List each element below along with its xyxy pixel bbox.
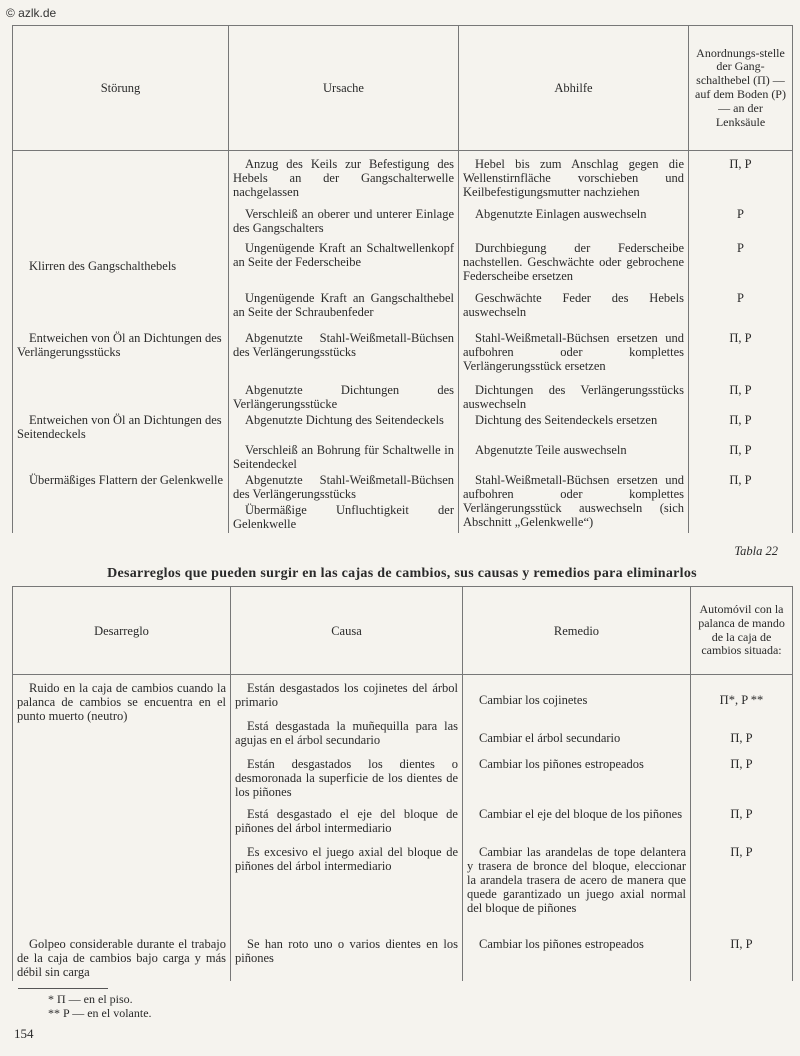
remedio-cell: Cambiar los piñones estropeados [463,937,691,981]
footnote-rule [18,988,108,989]
stelle-cell: П, P [689,473,793,533]
table-row [13,207,793,241]
stelle-cell: П, P [689,413,793,443]
situada-cell: П, P [691,757,793,807]
ursache-cell: Ungenügende Kraft an Schaltwellenkopf an Seite der Federscheibe [229,241,459,291]
stoerung-cell: Entweichen von Öl an Dichtungen des Seitendeckels [13,413,229,443]
stelle-cell: П, P [689,157,793,207]
ursache-cell: Abgenutzte Stahl-Weißmetall-Büchsen des Verlängerungsstücks [229,331,459,383]
table-row [13,937,793,981]
abhilfe-cell: Durchbiegung der Federscheibe nachstellen. Geschwächte oder gebrochene Federscheibe ersetzen [459,241,689,291]
stoerung-cell [13,443,229,473]
table-row [13,681,793,719]
table-row [13,157,793,207]
remedio-cell: Cambiar los piñones estropeados [463,757,691,807]
situada-cell: П, P [691,807,793,845]
abhilfe-cell: Geschwächte Feder des Hebels auswechseln [459,291,689,331]
causa-cell: Están desgastados los dientes o desmoronada la superficie de los dientes de los piñones [231,757,463,807]
footnote: * П — en el piso. [48,992,133,1006]
remedio-cell: Cambiar las arandelas de tope delantera y trasera de bronce del bloque, eleccionar la arandela trasera de acero de manera que quede garantizado un juego axial normal del bloque de piñones [463,845,691,937]
footnote: ** P — en el volante. [48,1006,152,1021]
stoerung-cell [13,503,229,533]
table-row [13,331,793,383]
remedio-cell: Cambiar el árbol secundario [463,719,691,757]
section-heading: Desarreglos que pueden surgir en las cajas de cambios, sus causas y remedios para eliminarlos [107,566,697,581]
abhilfe-cell: Stahl-Weißmetall-Büchsen ersetzen und aufbohren oder komplettes Verlängerungsstück auswechseln (sich Abschnitt „Gelenkwelle“) [459,473,689,533]
ursache-cell: Verschleiß an Bohrung für Schaltwelle in Seitendeckel [229,443,459,473]
desarreglo-cell: Ruido en la caja de cambios cuando la palanca de cambios se encuentra en el punto muerto (neutro) [13,681,231,937]
table-row [13,443,793,473]
abhilfe-cell: Hebel bis zum Anschlag gegen die Wellenstirnfläche vorschieben und Keilbefestigungsmutter nachziehen [459,157,689,207]
causa-cell: Se han roto uno o varios dientes en los piñones [231,937,463,981]
ursache-cell: Verschleiß an oberer und unterer Einlage des Gangschalters [229,207,459,241]
situada-cell: П, P [691,719,793,757]
situada-cell: П*, P ** [691,681,793,719]
table-row [13,291,793,331]
header-anordnungsstelle: Anordnungs-stelle der Gang-schalthebel (П) — auf dem Boden (P) — an der Lenksäule [689,26,793,151]
situada-cell: П, P [691,845,793,937]
table-row [13,473,793,503]
footnotes [48,992,152,1021]
table-label: Tabla 22 [734,544,778,558]
stelle-cell: П, P [689,443,793,473]
situada-cell: П, P [691,937,793,981]
stoerung-cell: Entweichen von Öl an Dichtungen des Verlängerungsstücks [13,331,229,383]
troubleshooting-table-german [12,25,793,533]
abhilfe-cell: Abgenutzte Einlagen auswechseln [459,207,689,241]
watermark: © azlk.de [6,6,57,20]
ursache-cell: Abgenutzte Stahl-Weißmetall-Büchsen des Verlängerungsstücks [229,473,459,503]
stoerung-cell [13,383,229,413]
stoerung-cell [13,207,229,241]
causa-cell: Está desgastada la muñequilla para las agujas en el árbol secundario [231,719,463,757]
stelle-cell: П, P [689,383,793,413]
stoerung-cell [13,291,229,331]
abhilfe-cell: Dichtungen des Verlängerungsstücks auswechseln [459,383,689,413]
header-situada: Automóvil con la palanca de mando de la caja de cambios situada: [691,587,793,675]
stoerung-cell [13,157,229,207]
header-abhilfe: Abhilfe [459,26,689,151]
header-remedio: Remedio [463,587,691,675]
troubleshooting-table-spanish [12,586,793,981]
stelle-cell: P [689,241,793,291]
stelle-cell: P [689,207,793,241]
stelle-cell: П, P [689,331,793,383]
ursache-cell: Abgenutzte Dichtungen des Verlängerungsstücke [229,383,459,413]
header-ursache: Ursache [229,26,459,151]
abhilfe-cell: Dichtung des Seitendeckels ersetzen [459,413,689,443]
ursache-cell: Übermäßige Unfluchtigkeit der Gelenkwelle [229,503,459,533]
table-row [13,413,793,443]
table-row [13,383,793,413]
stoerung-cell: Klirren des Gangschalthebels [13,241,229,291]
header-causa: Causa [231,587,463,675]
causa-cell: Es excesivo el juego axial del bloque de piñones del árbol intermediario [231,845,463,937]
header-stoerung: Störung [13,26,229,151]
desarreglo-cell: Golpeo considerable durante el trabajo de la caja de cambios bajo carga y más débil sin carga [13,937,231,981]
remedio-cell: Cambiar el eje del bloque de los piñones [463,807,691,845]
abhilfe-cell: Abgenutzte Teile auswechseln [459,443,689,473]
causa-cell: Están desgastados los cojinetes del árbol primario [231,681,463,719]
ursache-cell: Abgenutzte Dichtung des Seitendeckels [229,413,459,443]
abhilfe-cell: Stahl-Weißmetall-Büchsen ersetzen und aufbohren oder komplettes Verlängerungsstück ersetzen [459,331,689,383]
causa-cell: Está desgastado el eje del bloque de piñones del árbol intermediario [231,807,463,845]
header-desarreglo: Desarreglo [13,587,231,675]
remedio-cell: Cambiar los cojinetes [463,681,691,719]
ursache-cell: Anzug des Keils zur Befestigung des Hebels an der Gangschalterwelle nachgelassen [229,157,459,207]
ursache-cell: Ungenügende Kraft an Gangschalthebel an Seite der Schraubenfeder [229,291,459,331]
stoerung-cell: Übermäßiges Flattern der Gelenkwelle [13,473,229,503]
table-row [13,241,793,291]
page-number: 154 [14,1026,34,1041]
stelle-cell: P [689,291,793,331]
